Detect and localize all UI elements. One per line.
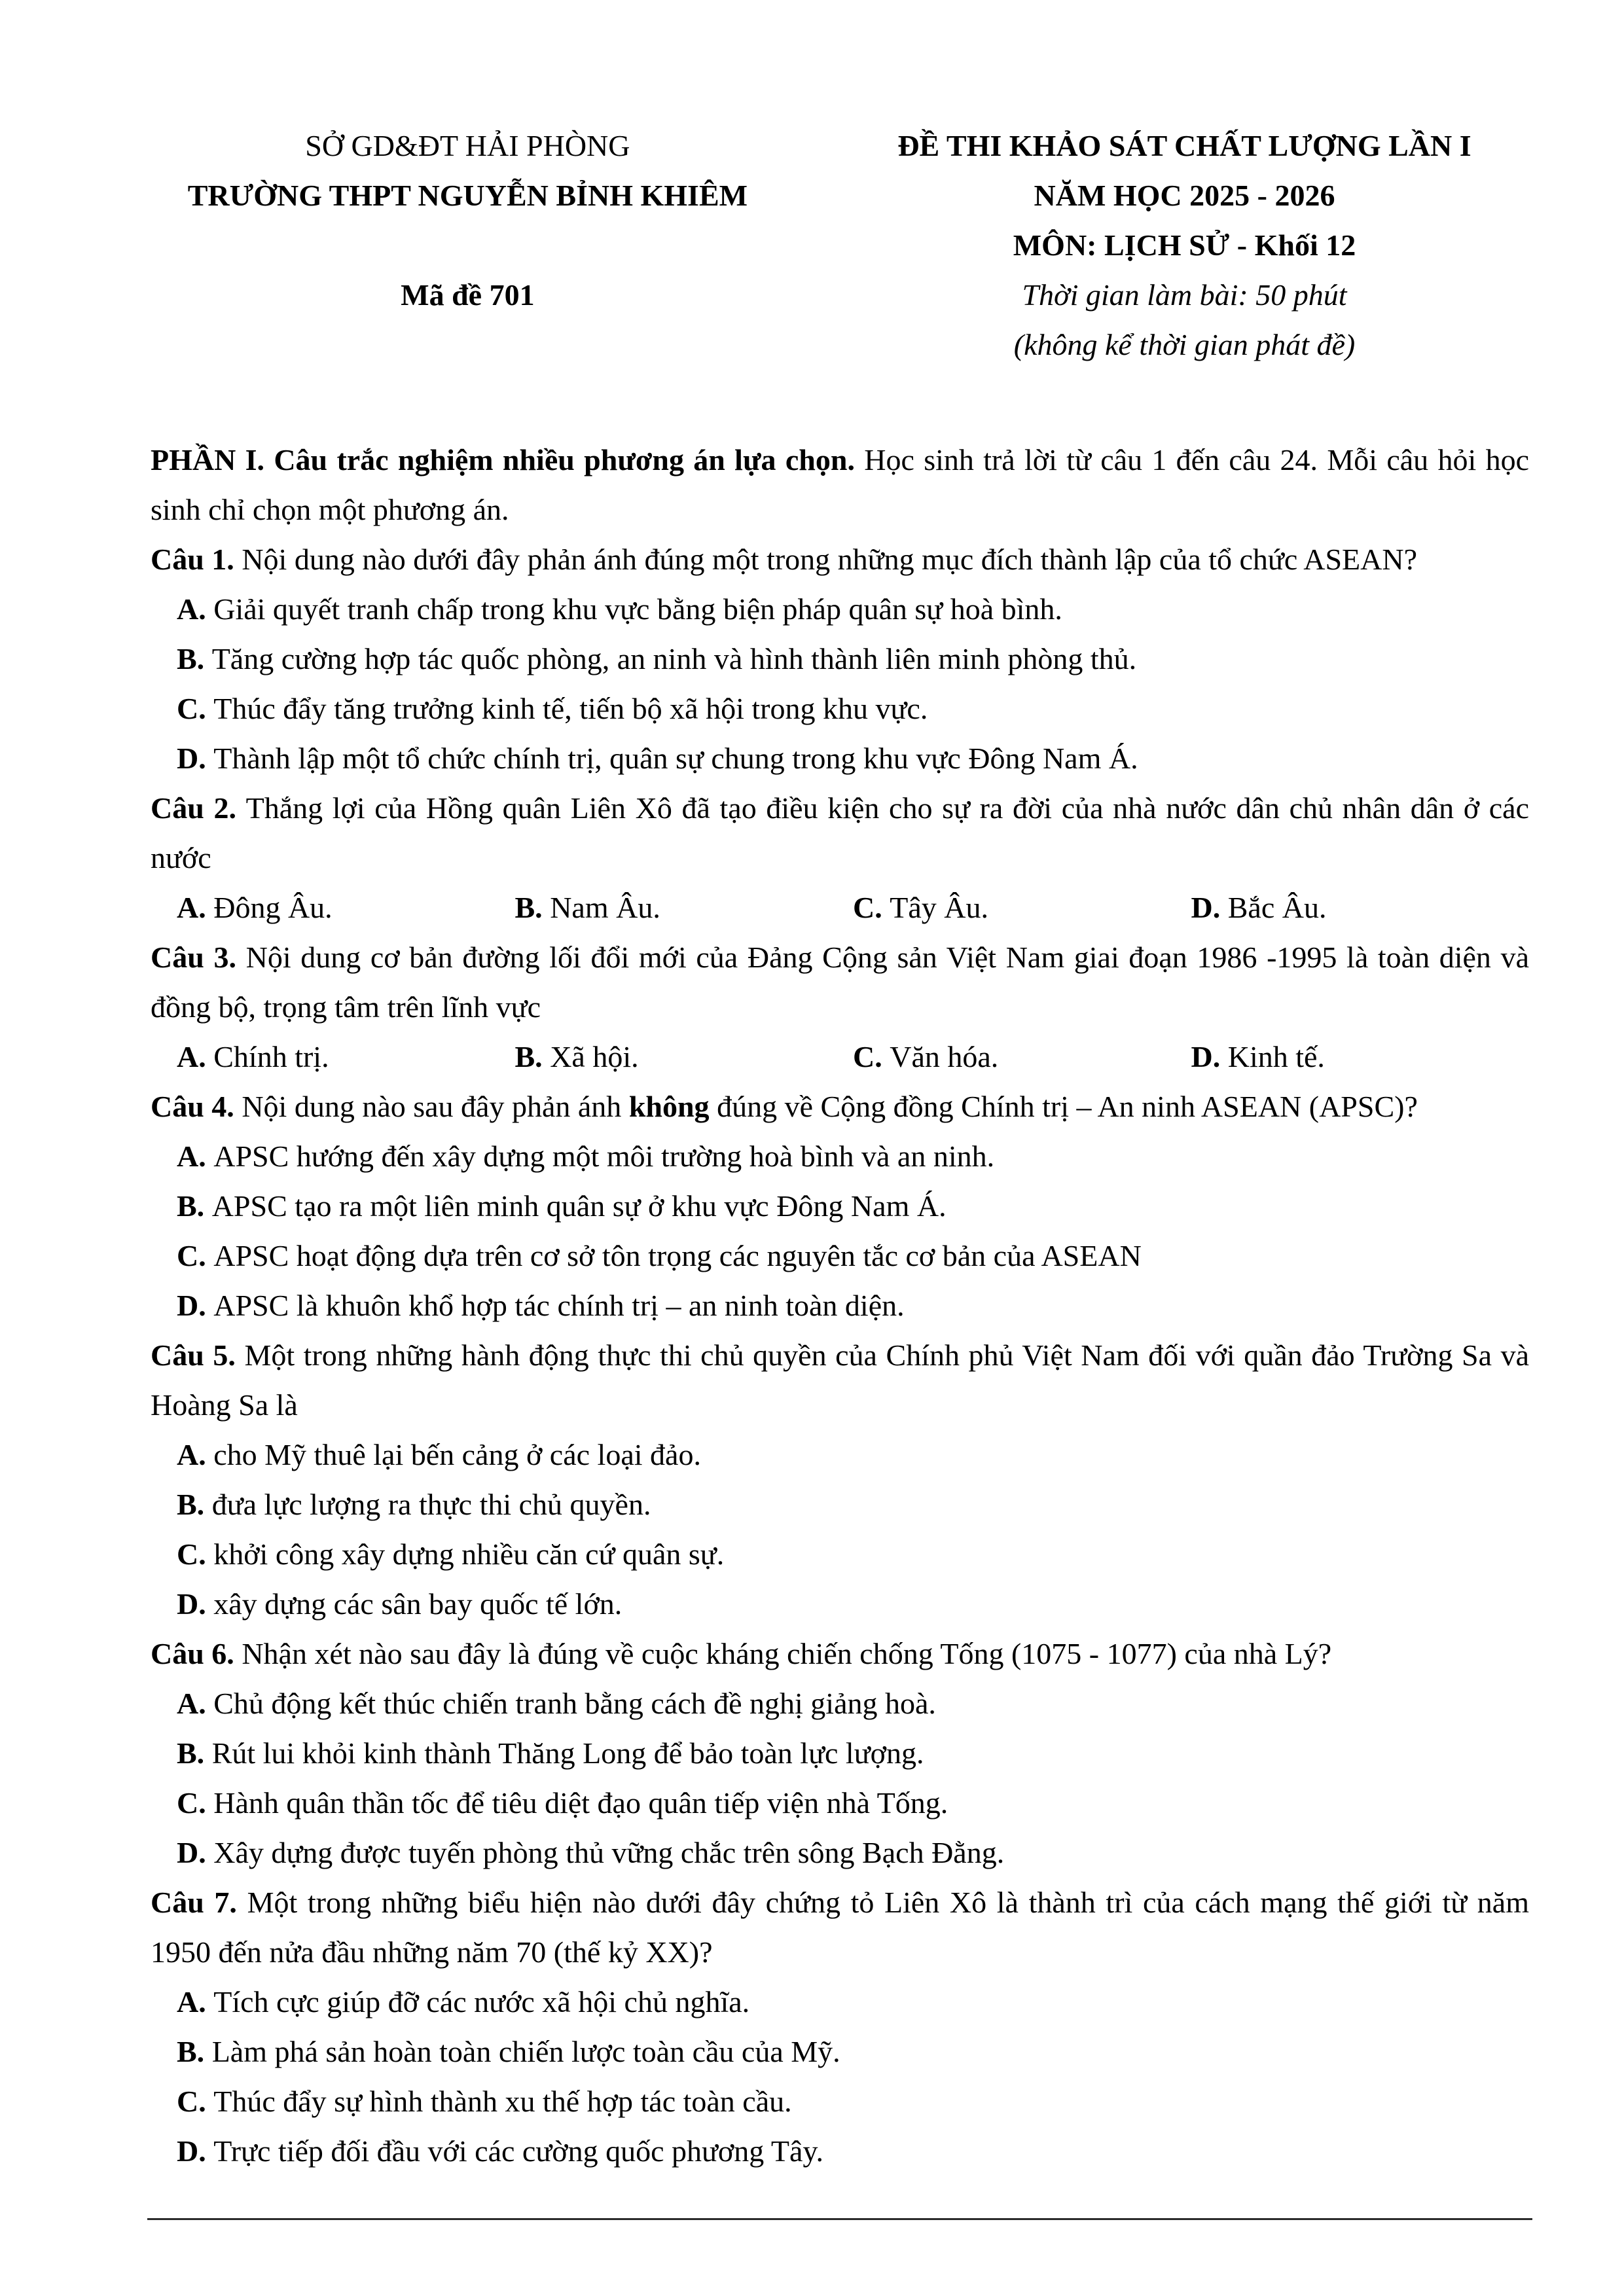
question-2 [151, 783, 1529, 933]
option [151, 2027, 1529, 2077]
option-text: Thúc đẩy sự hình thành xu thế hợp tác toàn cầu. [213, 2085, 792, 2118]
option-text: Kinh tế. [1227, 1040, 1325, 1073]
question-text: Câu 6. Nhận xét nào sau đây là đúng về cuộc kháng chiến chống Tống (1075 - 1077) của nhà Lý? [151, 1637, 1332, 1670]
option-letter: D. [177, 1587, 214, 1621]
options [151, 1430, 1529, 1629]
option [151, 1828, 1529, 1878]
footer-divider [147, 2218, 1532, 2220]
question-text: Câu 1. Nội dung nào dưới đây phản ánh đúng một trong những mục đích thành lập của tổ chức ASEAN? [151, 543, 1417, 576]
options [151, 883, 1529, 933]
question-label: Câu 5. [151, 1338, 245, 1372]
part-one-intro [151, 435, 1529, 535]
exam-title: ĐỀ THI KHẢO SÁT CHẤT LƯỢNG LẦN I [897, 129, 1471, 162]
option-text: Xã hội. [550, 1040, 639, 1073]
exam-duration-note: (không kể thời gian phát đề) [1013, 328, 1356, 361]
option-text: Rút lui khỏi kinh thành Thăng Long để bảo toàn lực lượng. [211, 1736, 924, 1770]
option [151, 584, 1529, 634]
school-name: TRƯỜNG THPT NGUYỄN BỈNH KHIÊM [187, 179, 748, 212]
exam-header [151, 121, 1529, 370]
option-letter: D. [1191, 891, 1228, 924]
school-year: NĂM HỌC 2025 - 2026 [1034, 179, 1335, 212]
question-label: Câu 2. [151, 791, 246, 825]
option-letter: C. [177, 1239, 214, 1272]
option-text: Văn hóa. [890, 1040, 999, 1073]
option [151, 1530, 1529, 1579]
option-text: APSC hoạt động dựa trên cơ sở tôn trọng các nguyên tắc cơ bản của ASEAN [213, 1239, 1142, 1272]
header-spacer [151, 221, 785, 270]
header-school-block [151, 121, 785, 320]
option [1191, 1032, 1530, 1082]
option-letter: C. [177, 1786, 214, 1820]
option [151, 2077, 1529, 2126]
option-letter: A. [177, 891, 214, 924]
part-one-heading: PHẦN I. Câu trắc nghiệm nhiều phương án lựa chọn. [151, 443, 855, 476]
option-letter: D. [177, 2134, 214, 2168]
exam-code: Mã đề 701 [401, 278, 535, 312]
option-text: Nam Âu. [550, 891, 660, 924]
option [151, 634, 1529, 684]
option [151, 1181, 1529, 1231]
option-letter: A. [177, 1040, 214, 1073]
option-letter: A. [177, 592, 214, 626]
option-text: Chủ động kết thúc chiến tranh bằng cách đề nghị giảng hoà. [213, 1687, 936, 1720]
option-letter: B. [177, 642, 212, 675]
option [151, 1430, 1529, 1480]
option-letter: A. [177, 1985, 214, 2018]
option-text: Làm phá sản hoàn toàn chiến lược toàn cầu của Mỹ. [211, 2035, 840, 2068]
option-letter: C. [853, 891, 890, 924]
department-name: SỞ GD&ĐT HẢI PHÒNG [305, 129, 630, 162]
option [151, 684, 1529, 734]
option-text: Xây dựng được tuyến phòng thủ vững chắc trên sông Bạch Đằng. [213, 1836, 1005, 1869]
options [151, 1679, 1529, 1878]
option [151, 1231, 1529, 1281]
option-text: cho Mỹ thuê lại bến cảng ở các loại đảo. [213, 1438, 701, 1471]
option [151, 1729, 1529, 1778]
question-text: Câu 4. Nội dung nào sau đây phản ánh không đúng về Cộng đồng Chính trị – An ninh ASEAN (APSC)? [151, 1090, 1418, 1123]
option-letter: C. [853, 1040, 890, 1073]
exam-duration: Thời gian làm bài: 50 phút [1022, 278, 1347, 312]
option-letter: D. [177, 1836, 214, 1869]
option [177, 883, 515, 933]
option-text: Tăng cường hợp tác quốc phòng, an ninh và hình thành liên minh phòng thủ. [211, 642, 1137, 675]
question-label: Câu 3. [151, 941, 246, 974]
option-letter: B. [514, 891, 550, 924]
option [151, 1579, 1529, 1629]
options [151, 1132, 1529, 1331]
option-text: Hành quân thần tốc để tiêu diệt đạo quân tiếp viện nhà Tống. [213, 1786, 948, 1820]
option [151, 1977, 1529, 2027]
option-text: Bắc Âu. [1227, 891, 1327, 924]
option-letter: B. [514, 1040, 550, 1073]
option-text: APSC hướng đến xây dựng một môi trường hoà bình và an ninh. [213, 1139, 995, 1173]
question-1 [151, 535, 1529, 783]
option-letter: D. [1191, 1040, 1228, 1073]
options [151, 1977, 1529, 2176]
question-label: Câu 7. [151, 1886, 247, 1919]
option-text: APSC là khuôn khổ hợp tác chính trị – an ninh toàn diện. [213, 1289, 905, 1322]
question-4 [151, 1082, 1529, 1331]
option [853, 1032, 1191, 1082]
question-6 [151, 1629, 1529, 1878]
option-text: Thúc đẩy tăng trưởng kinh tế, tiến bộ xã hội trong khu vực. [213, 692, 928, 725]
option [151, 734, 1529, 783]
option [151, 1679, 1529, 1729]
option-text: Đông Âu. [213, 891, 333, 924]
option [853, 883, 1191, 933]
option [151, 1132, 1529, 1181]
option-letter: A. [177, 1139, 214, 1173]
option-text: Chính trị. [213, 1040, 329, 1073]
question-text: Câu 7. Một trong những biểu hiện nào dưới đây chứng tỏ Liên Xô là thành trì của cách mạng thế giới từ năm 1950 đến nửa đầu những năm 70 (thế kỷ XX)? [151, 1886, 1530, 1969]
option [515, 1032, 854, 1082]
question-label: Câu 6. [151, 1637, 242, 1670]
option-text: Tích cực giúp đỡ các nước xã hội chủ nghĩa. [213, 1985, 750, 2018]
option-letter: A. [177, 1438, 214, 1471]
option-letter: C. [177, 692, 214, 725]
question-5 [151, 1331, 1529, 1629]
option-letter: B. [177, 2035, 212, 2068]
question-label: Câu 4. [151, 1090, 242, 1123]
option [1191, 883, 1530, 933]
option [151, 1281, 1529, 1331]
questions [151, 535, 1529, 2176]
option-text: APSC tạo ra một liên minh quân sự ở khu vực Đông Nam Á. [211, 1189, 947, 1223]
option-letter: B. [177, 1736, 212, 1770]
header-exam-block [840, 121, 1529, 370]
part-one-instructions: Học sinh trả lời từ câu 1 đến câu 24. Mỗi câu hỏi học sinh chỉ chọn một phương án. [151, 443, 1529, 526]
question-text: Câu 3. Nội dung cơ bản đường lối đổi mới của Đảng Cộng sản Việt Nam giai đoạn 1986 -1995 là toàn diện và đồng bộ, trọng tâm trên lĩnh vực [151, 941, 1529, 1024]
option-letter: D. [177, 742, 214, 775]
option-text: khởi công xây dựng nhiều căn cứ quân sự. [213, 1537, 725, 1571]
subject-grade: MÔN: LỊCH SỬ - Khối 12 [1013, 228, 1356, 262]
question-text: Câu 5. Một trong những hành động thực thi chủ quyền của Chính phủ Việt Nam đối với quần đảo Trường Sa và Hoàng Sa là [151, 1338, 1529, 1422]
question-3 [151, 933, 1529, 1082]
question-label: Câu 1. [151, 543, 242, 576]
option-letter: A. [177, 1687, 214, 1720]
option [151, 1778, 1529, 1828]
option-letter: C. [177, 2085, 214, 2118]
option [151, 1480, 1529, 1530]
option-text: xây dựng các sân bay quốc tế lớn. [213, 1587, 623, 1621]
question-text: Câu 2. Thắng lợi của Hồng quân Liên Xô đã tạo điều kiện cho sự ra đời của nhà nước dân chủ nhân dân ở các nước [151, 791, 1529, 874]
option-text: Giải quyết tranh chấp trong khu vực bằng biện pháp quân sự hoà bình. [213, 592, 1062, 626]
option-text: đưa lực lượng ra thực thi chủ quyền. [211, 1488, 651, 1521]
option-letter: B. [177, 1488, 212, 1521]
options [151, 584, 1529, 783]
option [515, 883, 854, 933]
option-text: Thành lập một tổ chức chính trị, quân sự chung trong khu vực Đông Nam Á. [213, 742, 1138, 775]
option-letter: C. [177, 1537, 214, 1571]
option-text: Tây Âu. [890, 891, 988, 924]
option [177, 1032, 515, 1082]
option-letter: B. [177, 1189, 212, 1223]
option-text: Trực tiếp đối đầu với các cường quốc phương Tây. [213, 2134, 823, 2168]
option [151, 2126, 1529, 2176]
options [151, 1032, 1529, 1082]
question-7 [151, 1878, 1529, 2176]
option-letter: D. [177, 1289, 214, 1322]
